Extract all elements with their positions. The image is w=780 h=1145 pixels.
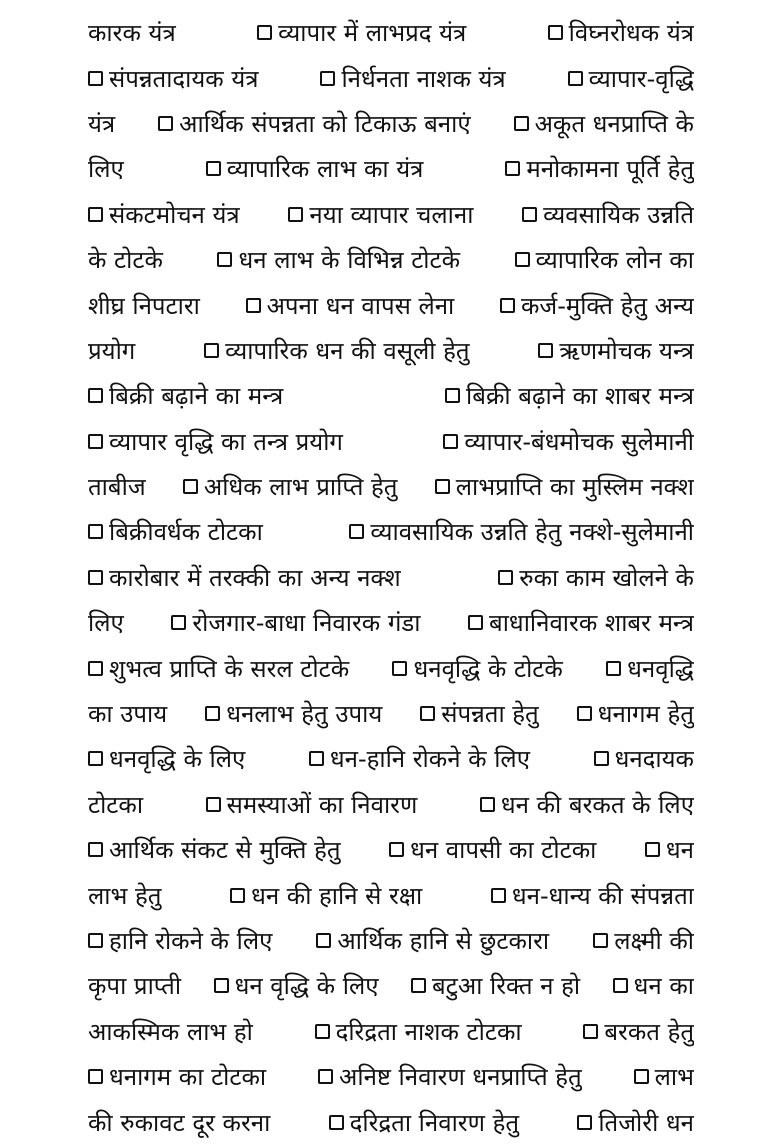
checkbox-bullet-icon: [88, 661, 103, 676]
checkbox-bullet-icon: [613, 978, 628, 993]
text-segment: [171, 606, 420, 639]
text-segment: [329, 1106, 519, 1139]
text-segment: [88, 606, 124, 639]
segment-text: तिजोरी धन: [598, 1108, 694, 1137]
segment-text: दरिद्रता निवारण हेतु: [349, 1108, 520, 1137]
segment-text: यंत्र: [88, 109, 116, 138]
segment-text: संकटमोचन यंत्र: [109, 200, 240, 229]
text-segment: [500, 289, 694, 322]
checkbox-bullet-icon: [468, 615, 483, 630]
segment-text: टोटका: [88, 790, 144, 819]
text-segment: [435, 470, 694, 503]
text-segment: [88, 515, 263, 548]
checkbox-bullet-icon: [411, 978, 426, 993]
segment-text: व्यापार-बंधमोचक सुलेमानी: [464, 427, 694, 456]
text-line: [88, 963, 694, 1008]
checkbox-bullet-icon: [606, 661, 621, 676]
text-line: [88, 1099, 694, 1144]
text-segment: [88, 16, 176, 49]
segment-text: बिक्री बढ़ाने का मन्त्र: [109, 382, 284, 411]
checkbox-bullet-icon: [309, 751, 324, 766]
checkbox-bullet-icon: [88, 570, 103, 585]
text-segment: [318, 1060, 582, 1093]
text-line: [88, 101, 694, 146]
text-segment: [498, 561, 694, 594]
segment-text: बिक्री बढ़ाने का शाबर मन्त्र: [466, 382, 694, 411]
checkbox-bullet-icon: [634, 1069, 649, 1084]
text-segment: [606, 652, 694, 685]
text-segment: [593, 924, 694, 957]
segment-text: हानि रोकने के लिए: [109, 927, 273, 955]
text-segment: [158, 107, 470, 140]
checkbox-bullet-icon: [158, 116, 173, 131]
checkbox-bullet-icon: [88, 388, 103, 403]
text-segment: [583, 1015, 694, 1048]
segment-text: धन का: [633, 972, 694, 1001]
checkbox-bullet-icon: [443, 434, 458, 449]
checkbox-bullet-icon: [329, 1115, 344, 1130]
text-segment: [538, 334, 694, 367]
segment-text: धन: [665, 836, 694, 865]
text-line: [88, 373, 694, 418]
segment-text: अकूत धनप्राप्ति के: [534, 109, 694, 138]
text-segment: [246, 289, 455, 322]
checkbox-bullet-icon: [230, 888, 245, 903]
checkbox-bullet-icon: [583, 1024, 598, 1039]
segment-text: शुभत्व प्राप्ति के सरल टोटके: [109, 654, 350, 683]
text-segment: [88, 561, 401, 594]
segment-text: का उपाय: [88, 700, 168, 729]
checkbox-bullet-icon: [522, 207, 537, 222]
segment-text: बाधानिवारक शाबर मन्त्र: [489, 609, 694, 638]
text-segment: [514, 107, 694, 140]
text-segment: [491, 879, 694, 912]
checkbox-bullet-icon: [514, 116, 529, 131]
segment-text: धन-हानि रोकने के लिए: [329, 745, 530, 774]
segment-text: की रुकावट दूर करना: [88, 1108, 271, 1137]
segment-text: बटुआ रिक्त न हो: [432, 972, 581, 1001]
text-line: [88, 192, 694, 237]
text-segment: [88, 289, 200, 322]
text-line: [88, 555, 694, 600]
segment-text: धन लाभ के विभिन्न टोटके: [238, 246, 461, 275]
checkbox-bullet-icon: [491, 888, 506, 903]
text-segment: [88, 742, 245, 775]
segment-text: अनिष्ट निवारण धनप्राप्ति हेतु: [339, 1063, 582, 1092]
text-segment: [522, 198, 694, 231]
checkbox-bullet-icon: [500, 298, 515, 313]
text-segment: [634, 1060, 694, 1093]
segment-text: धन की हानि से रक्षा: [251, 881, 423, 910]
checkbox-bullet-icon: [392, 661, 407, 676]
checkbox-bullet-icon: [315, 1024, 330, 1039]
segment-text: अपना धन वापस लेना: [266, 291, 455, 320]
checkbox-bullet-icon: [205, 706, 220, 721]
segment-text: लक्ष्मी की: [614, 927, 694, 955]
segment-text: विघ्नरोधक यंत्र: [568, 19, 694, 48]
segment-text: व्यापार वृद्धि का तन्त्र प्रयोग: [109, 427, 343, 456]
segment-text: कर्ज-मुक्ति हेतु अन्य: [520, 291, 694, 320]
segment-text: प्रयोग: [88, 336, 136, 365]
checkbox-bullet-icon: [515, 252, 530, 267]
checkbox-bullet-icon: [204, 343, 219, 358]
text-line: [88, 918, 694, 963]
text-segment: [88, 425, 343, 458]
text-segment: [594, 742, 694, 775]
text-segment: [206, 788, 418, 821]
segment-text: धन की बरकत के लिए: [500, 790, 694, 819]
checkbox-bullet-icon: [88, 524, 103, 539]
text-segment: [206, 152, 424, 185]
text-block: [88, 10, 694, 1145]
text-line: [88, 10, 694, 55]
segment-text: व्यापारिक लाभ का यंत्र: [226, 155, 424, 184]
checkbox-bullet-icon: [577, 1115, 592, 1130]
segment-text: धन-धान्य की संपन्नता: [511, 881, 694, 910]
checkbox-bullet-icon: [389, 842, 404, 857]
segment-text: रुका काम खोलने के: [519, 563, 694, 592]
segment-text: समस्याओं का निवारण: [226, 790, 418, 819]
checkbox-bullet-icon: [538, 343, 553, 358]
segment-text: शीघ्र निपटारा: [88, 291, 200, 320]
segment-text: लाभप्राप्ति का मुस्लिम नक्श: [455, 473, 694, 502]
text-line: [88, 237, 694, 282]
text-line: [88, 736, 694, 781]
text-line: [88, 328, 694, 373]
text-segment: [205, 697, 382, 730]
text-segment: [445, 379, 694, 412]
text-segment: [230, 879, 422, 912]
text-segment: [214, 969, 379, 1002]
text-segment: [88, 152, 124, 185]
checkbox-bullet-icon: [568, 71, 583, 86]
text-line: [88, 1054, 694, 1099]
checkbox-bullet-icon: [320, 71, 335, 86]
segment-text: ताबीज: [88, 473, 146, 502]
text-segment: [389, 833, 596, 866]
checkbox-bullet-icon: [206, 797, 221, 812]
segment-text: कृपा प्राप्ती: [88, 972, 182, 1001]
text-segment: [392, 652, 562, 685]
checkbox-bullet-icon: [480, 797, 495, 812]
segment-text: कारक यंत्र: [88, 19, 176, 48]
checkbox-bullet-icon: [88, 434, 103, 449]
segment-text: के टोटके: [88, 246, 163, 275]
text-segment: [480, 788, 694, 821]
checkbox-bullet-icon: [594, 751, 609, 766]
segment-text: धनागम का टोटका: [109, 1063, 267, 1092]
text-segment: [316, 924, 549, 957]
text-segment: [309, 742, 530, 775]
segment-text: बिक्रीवर्धक टोटका: [109, 518, 263, 547]
text-segment: [577, 1106, 694, 1139]
text-segment: [88, 652, 349, 685]
text-line: [88, 782, 694, 827]
text-segment: [548, 16, 694, 49]
text-segment: [420, 697, 539, 730]
segment-text: धनलाभ हेतु उपाय: [226, 700, 383, 729]
segment-text: धनागम हेतु: [597, 700, 694, 729]
text-segment: [88, 62, 259, 95]
checkbox-bullet-icon: [318, 1069, 333, 1084]
segment-text: व्यापार-वृद्धि: [588, 64, 694, 93]
text-segment: [613, 969, 694, 1002]
segment-text: नया व्यापार चलाना: [309, 200, 474, 229]
checkbox-bullet-icon: [217, 252, 232, 267]
text-segment: [349, 515, 694, 548]
checkbox-bullet-icon: [88, 207, 103, 222]
checkbox-bullet-icon: [420, 706, 435, 721]
segment-text: दरिद्रता नाशक टोटका: [335, 1017, 522, 1046]
segment-text: अधिक लाभ प्राप्ति हेतु: [203, 473, 398, 502]
text-segment: [88, 198, 240, 231]
segment-text: व्यापार में लाभप्रद यंत्र: [278, 19, 467, 48]
text-segment: [568, 62, 694, 95]
text-segment: [468, 606, 694, 639]
text-segment: [88, 107, 115, 140]
checkbox-bullet-icon: [505, 161, 520, 176]
text-segment: [183, 470, 398, 503]
checkbox-bullet-icon: [435, 479, 450, 494]
segment-text: व्यवसायिक उन्नति: [543, 200, 694, 229]
checkbox-bullet-icon: [88, 842, 103, 857]
segment-text: लाभ हेतु: [88, 881, 162, 910]
text-line: [88, 1009, 694, 1054]
segment-text: लिए: [88, 609, 124, 638]
text-segment: [88, 924, 272, 957]
segment-text: व्यापारिक धन की वसूली हेतु: [225, 336, 470, 365]
text-segment: [443, 425, 694, 458]
checkbox-bullet-icon: [206, 161, 221, 176]
segment-text: संपन्नता हेतु: [441, 700, 539, 729]
segment-text: लाभ: [654, 1063, 694, 1092]
text-line: [88, 509, 694, 554]
text-segment: [217, 243, 460, 276]
checkbox-bullet-icon: [88, 933, 103, 948]
segment-text: धनवृद्धि के टोटके: [413, 654, 563, 683]
text-line: [88, 464, 694, 509]
text-segment: [315, 1015, 522, 1048]
segment-text: निर्धनता नाशक यंत्र: [341, 64, 506, 93]
segment-text: आर्थिक हानि से छुटकारा: [337, 927, 550, 955]
text-line: [88, 645, 694, 690]
segment-text: बरकत हेतु: [604, 1017, 694, 1046]
text-segment: [88, 788, 143, 821]
segment-text: कारोबार में तरक्की का अन्य नक्श: [109, 563, 401, 592]
text-segment: [88, 1106, 270, 1139]
text-line: [88, 691, 694, 736]
text-segment: [88, 833, 341, 866]
text-segment: [577, 697, 694, 730]
checkbox-bullet-icon: [548, 25, 563, 40]
segment-text: धनदायक: [614, 745, 694, 774]
checkbox-bullet-icon: [183, 479, 198, 494]
text-segment: [88, 470, 146, 503]
checkbox-bullet-icon: [246, 298, 261, 313]
segment-text: धन वापसी का टोटका: [410, 836, 597, 865]
text-segment: [88, 379, 283, 412]
checkbox-bullet-icon: [88, 71, 103, 86]
segment-text: मनोकामना पूर्ति हेतु: [526, 155, 694, 184]
checkbox-bullet-icon: [498, 570, 513, 585]
checkbox-bullet-icon: [316, 933, 331, 948]
text-segment: [505, 152, 694, 185]
segment-text: आकस्मिक लाभ हो: [88, 1017, 253, 1046]
text-segment: [204, 334, 469, 367]
text-segment: [88, 969, 181, 1002]
text-line: [88, 282, 694, 327]
text-segment: [257, 16, 466, 49]
checkbox-bullet-icon: [88, 751, 103, 766]
text-segment: [88, 334, 135, 367]
segment-text: आर्थिक संपन्नता को टिकाऊ बनाएं: [179, 109, 471, 138]
segment-text: रोजगार-बाधा निवारक गंडा: [192, 609, 421, 638]
text-segment: [88, 1060, 266, 1093]
checkbox-bullet-icon: [645, 842, 660, 857]
segment-text: ऋणमोचक यन्त्र: [559, 336, 694, 365]
checkbox-bullet-icon: [288, 207, 303, 222]
checkbox-bullet-icon: [445, 388, 460, 403]
text-line: [88, 600, 694, 645]
text-segment: [88, 697, 167, 730]
text-line: [88, 419, 694, 464]
text-segment: [288, 198, 473, 231]
checkbox-bullet-icon: [257, 25, 272, 40]
checkbox-bullet-icon: [171, 615, 186, 630]
text-line: [88, 827, 694, 872]
text-segment: [88, 879, 161, 912]
text-line: [88, 146, 694, 191]
checkbox-bullet-icon: [88, 1069, 103, 1084]
checkbox-bullet-icon: [577, 706, 592, 721]
checkbox-bullet-icon: [214, 978, 229, 993]
segment-text: आर्थिक संकट से मुक्ति हेतु: [109, 836, 341, 865]
segment-text: संपन्नतादायक यंत्र: [109, 64, 259, 93]
text-line: [88, 872, 694, 917]
text-segment: [88, 1015, 253, 1048]
segment-text: व्यापारिक लोन का: [535, 246, 694, 275]
text-segment: [320, 62, 505, 95]
text-line: [88, 55, 694, 100]
segment-text: व्यावसायिक उन्नति हेतु नक्शे-सुलेमानी: [370, 518, 694, 547]
text-segment: [88, 243, 163, 276]
segment-text: धनवृद्धि: [627, 654, 694, 683]
text-segment: [515, 243, 694, 276]
text-segment: [645, 833, 694, 866]
checkbox-bullet-icon: [349, 524, 364, 539]
segment-text: लिए: [88, 155, 124, 184]
text-segment: [411, 969, 580, 1002]
segment-text: धन वृद्धि के लिए: [234, 972, 379, 1001]
segment-text: धनवृद्धि के लिए: [109, 745, 246, 774]
checkbox-bullet-icon: [593, 933, 608, 948]
